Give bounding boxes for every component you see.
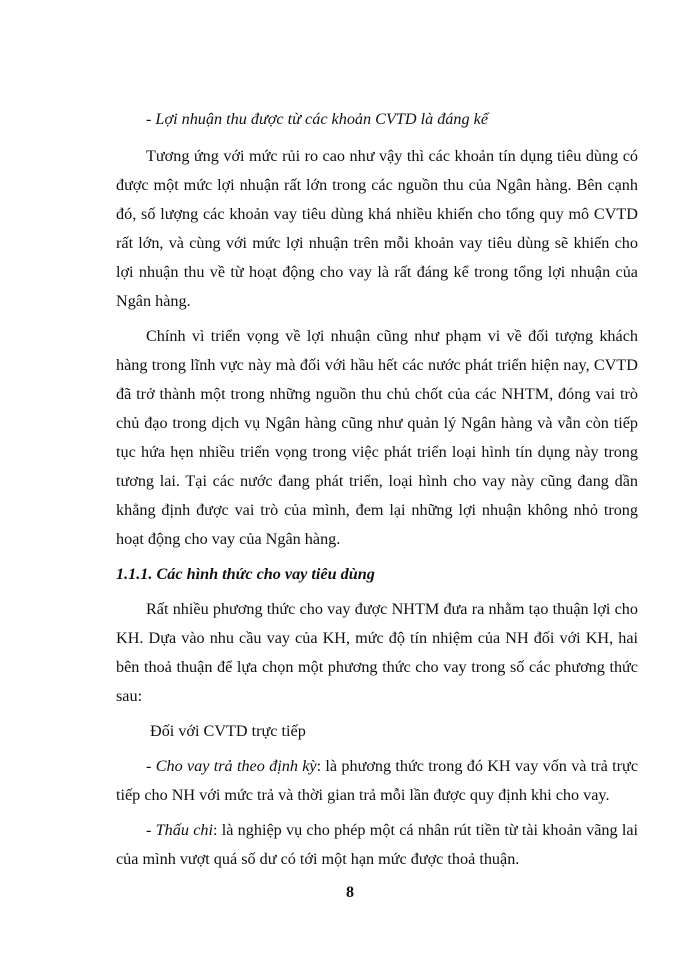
list-item-text: : là nghiệp vụ cho phép một cá nhân rút tiền từ tài khoản vãng lai của mình vượt quá số dư có tới một hạn mức được thoả thuận.: [116, 821, 639, 868]
section-heading: 1.1.1. Các hình thức cho vay tiêu dùng: [116, 565, 375, 583]
page-body: [116, 105, 638, 880]
section-paragraph: Rất nhiều phương thức cho vay được NHTM đưa ra nhằm tạo thuận lợi cho KH. Dựa vào nhu cầu vay của KH, mức độ tín nhiệm của NH đối với KH, hai bên thoả thuận để lựa chọn một phương thức cho vay trong số các phương thức sau:: [116, 600, 638, 705]
paragraph: Chính vì triển vọng về lợi nhuận cũng như phạm vi về đối tượng khách hàng trong lĩnh vực này mà đối với hầu hết các nước phát triển hiện nay, CVTD đã trở thành một trong những nguồn thu chủ chốt của các NHTM, đóng vai trò chủ đạo trong dịch vụ Ngân hàng cũng như quản lý Ngân hàng và vẫn còn tiếp tục hứa hẹn nhiều triển vọng trong việc phát triển loại hình tín dụng này trong tương lai. Tại các nước đang phát triển, loại hình cho vay này cũng đang dần khẳng định được vai trò của mình, đem lại những lợi nhuận không nhỏ trong hoạt động cho vay của Ngân hàng.: [116, 327, 638, 548]
list-dash: -: [146, 757, 156, 775]
list-item-term: Thấu chi: [155, 821, 213, 839]
list-item: [116, 816, 638, 874]
list-item-term: Cho vay trả theo định kỳ: [155, 757, 317, 775]
intro-heading: - Lợi nhuận thu được từ các khoản CVTD là đáng kể: [146, 110, 489, 128]
list-item: [116, 752, 638, 810]
page-number: 8: [346, 884, 354, 901]
paragraph: Tương ứng với mức rủi ro cao như vậy thì các khoản tín dụng tiêu dùng có được một mức lợi nhuận rất lớn trong các nguồn thu của Ngân hàng. Bên cạnh đó, số lượng các khoản vay tiêu dùng khá nhiều khiến cho tổng quy mô CVTD rất lớn, và cùng với mức lợi nhuận trên mỗi khoản vay tiêu dùng sẽ khiến cho lợi nhuận thu về từ hoạt động cho vay là rất đáng kể trong tổng lợi nhuận của Ngân hàng.: [116, 147, 638, 310]
list-dash: -: [146, 821, 156, 839]
list-item-text: : là phương thức trong đó KH vay vốn và trả trực tiếp cho NH với mức trả và thời gian trả mỗi lần được quy định khi cho vay.: [116, 757, 639, 804]
sub-heading: Đối với CVTD trực tiếp: [150, 722, 306, 740]
